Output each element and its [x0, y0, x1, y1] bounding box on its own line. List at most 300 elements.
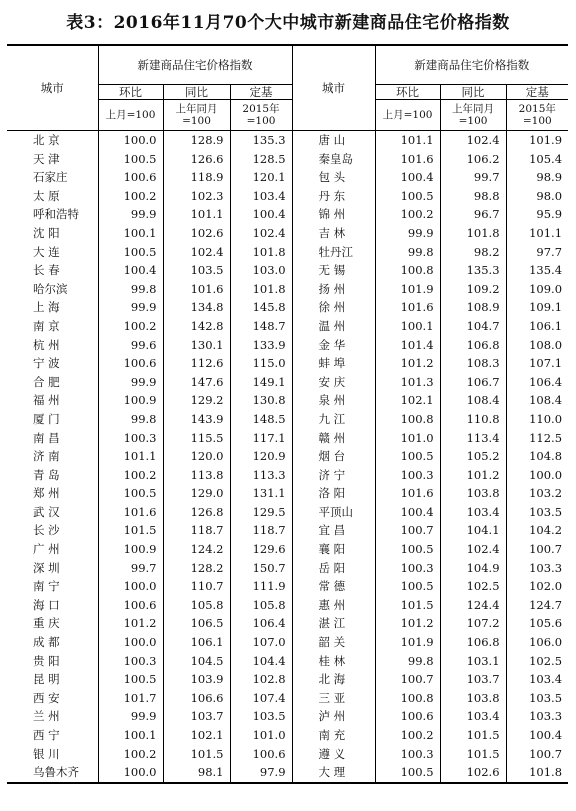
fixed-value: 131.1 [230, 484, 292, 503]
fixed-value: 106.4 [529, 374, 563, 389]
city-cell: 烟 台 [292, 447, 375, 466]
yoy-value: 135.3 [440, 261, 506, 280]
fixed-header-right: 定基 [506, 85, 568, 100]
fixed-value: 124.7 [529, 597, 563, 612]
city-cell: 成 都 [7, 633, 98, 652]
city-cell: 吉 林 [292, 224, 375, 243]
fixed-value: 95.9 [536, 207, 563, 222]
fixed-value: 117.1 [230, 429, 292, 448]
city-cell: 南 充 [292, 726, 375, 745]
fixed-value: 115.0 [230, 354, 292, 373]
table-row [7, 447, 568, 466]
city-cell: 平顶山 [292, 503, 375, 522]
yoy-base-left: 上年同月=100 [163, 100, 230, 131]
yoy-value: 103.5 [163, 261, 230, 280]
mom-value: 100.7 [375, 670, 440, 689]
yoy-value: 106.6 [163, 689, 230, 708]
city-cell: 牡丹江 [292, 243, 375, 262]
mom-value: 100.2 [98, 317, 163, 336]
table-body [7, 131, 568, 783]
city-cell: 呼和浩特 [7, 205, 98, 224]
table-row [7, 540, 568, 559]
yoy-value: 106.5 [163, 614, 230, 633]
mom-value: 100.6 [375, 707, 440, 726]
city-header-right: 城市 [292, 45, 375, 131]
fixed-value: 103.3 [529, 560, 563, 575]
yoy-value: 118.9 [163, 168, 230, 187]
city-cell: 韶 关 [292, 633, 375, 652]
yoy-value: 102.4 [440, 131, 506, 150]
mom-value: 100.7 [375, 521, 440, 540]
fixed-value: 102.5 [529, 653, 563, 668]
fixed-value: 118.7 [230, 521, 292, 540]
yoy-value: 124.2 [163, 540, 230, 559]
table-row [7, 521, 568, 540]
city-cell: 长 春 [7, 261, 98, 280]
city-cell: 海 口 [7, 596, 98, 615]
yoy-value: 115.5 [163, 429, 230, 448]
fixed-value: 113.3 [230, 466, 292, 485]
fixed-base-left: 2015年=100 [230, 100, 292, 131]
table-row [7, 261, 568, 280]
city-cell: 蚌 埠 [292, 354, 375, 373]
fixed-value: 106.0 [529, 635, 563, 650]
fixed-value: 120.1 [230, 168, 292, 187]
fixed-value: 100.7 [529, 746, 563, 761]
mom-value: 101.2 [98, 614, 163, 633]
city-cell: 丹 东 [292, 187, 375, 206]
city-cell: 大 理 [292, 763, 375, 783]
city-cell: 长 沙 [7, 521, 98, 540]
yoy-value: 120.0 [163, 447, 230, 466]
city-cell: 南 宁 [7, 577, 98, 596]
yoy-value: 112.6 [163, 354, 230, 373]
mom-value: 100.6 [98, 596, 163, 615]
city-cell: 三 亚 [292, 689, 375, 708]
mom-value: 100.8 [375, 261, 440, 280]
city-cell: 岳 阳 [292, 559, 375, 578]
fixed-value: 145.8 [230, 298, 292, 317]
city-cell: 天 津 [7, 150, 98, 169]
mom-value: 100.5 [375, 187, 440, 206]
fixed-value: 103.0 [230, 261, 292, 280]
table-row [7, 187, 568, 206]
mom-value: 101.9 [375, 633, 440, 652]
city-cell: 遵 义 [292, 745, 375, 764]
fixed-value: 104.4 [230, 652, 292, 671]
fixed-value: 101.8 [230, 243, 292, 262]
city-cell: 济 宁 [292, 466, 375, 485]
fixed-value: 101.0 [230, 726, 292, 745]
city-cell: 济 南 [7, 447, 98, 466]
city-cell: 武 汉 [7, 503, 98, 522]
mom-value: 101.6 [375, 150, 440, 169]
mom-value: 99.8 [98, 280, 163, 299]
mom-value: 99.8 [98, 410, 163, 429]
yoy-value: 98.8 [440, 187, 506, 206]
city-cell: 襄 阳 [292, 540, 375, 559]
yoy-value: 110.7 [163, 577, 230, 596]
fixed-value: 106.4 [230, 614, 292, 633]
city-cell: 秦皇岛 [292, 150, 375, 169]
city-cell: 温 州 [292, 317, 375, 336]
mom-value: 99.9 [98, 373, 163, 392]
fixed-value: 109.1 [529, 300, 563, 315]
table-row [7, 596, 568, 615]
mom-value: 99.8 [375, 652, 440, 671]
mom-value: 100.3 [375, 559, 440, 578]
city-cell: 石家庄 [7, 168, 98, 187]
yoy-value: 113.8 [163, 466, 230, 485]
city-cell: 福 州 [7, 391, 98, 410]
city-cell: 惠 州 [292, 596, 375, 615]
city-cell: 唐 山 [292, 131, 375, 150]
yoy-value: 104.7 [440, 317, 506, 336]
mom-value: 100.0 [98, 131, 163, 150]
fixed-value: 107.1 [529, 356, 563, 371]
city-cell: 桂 林 [292, 652, 375, 671]
mom-value: 100.5 [375, 447, 440, 466]
yoy-value: 128.2 [163, 559, 230, 578]
fixed-value: 109.0 [529, 281, 563, 296]
city-cell: 安 庆 [292, 373, 375, 392]
mom-header-left: 环比 [98, 85, 163, 100]
table-row [7, 707, 568, 726]
table-row [7, 726, 568, 745]
table-row [7, 689, 568, 708]
mom-value: 100.3 [375, 745, 440, 764]
city-cell: 徐 州 [292, 298, 375, 317]
city-cell: 兰 州 [7, 707, 98, 726]
mom-value: 100.3 [98, 429, 163, 448]
mom-value: 101.5 [98, 521, 163, 540]
fixed-value: 108.4 [529, 393, 563, 408]
table-row [7, 763, 568, 783]
yoy-value: 103.4 [440, 707, 506, 726]
mom-value: 100.5 [375, 763, 440, 783]
mom-value: 101.2 [375, 614, 440, 633]
mom-value: 101.4 [375, 336, 440, 355]
yoy-value: 103.8 [440, 484, 506, 503]
table-row [7, 168, 568, 187]
yoy-value: 126.6 [163, 150, 230, 169]
fixed-value: 104.8 [529, 449, 563, 464]
yoy-value: 105.8 [163, 596, 230, 615]
yoy-value: 103.7 [440, 670, 506, 689]
mom-value: 100.0 [98, 763, 163, 783]
table-row [7, 373, 568, 392]
yoy-value: 98.1 [163, 763, 230, 783]
fixed-value: 129.6 [230, 540, 292, 559]
fixed-value: 103.4 [230, 187, 292, 206]
yoy-value: 118.7 [163, 521, 230, 540]
fixed-value: 148.5 [230, 410, 292, 429]
city-cell: 泸 州 [292, 707, 375, 726]
fixed-value: 103.5 [529, 690, 563, 705]
fixed-value: 102.0 [529, 579, 563, 594]
yoy-value: 99.7 [440, 168, 506, 187]
yoy-value: 126.8 [163, 503, 230, 522]
mom-value: 101.1 [98, 447, 163, 466]
yoy-value: 102.3 [163, 187, 230, 206]
mom-value: 99.7 [98, 559, 163, 578]
table-row [7, 224, 568, 243]
yoy-value: 110.8 [440, 410, 506, 429]
yoy-value: 102.5 [440, 577, 506, 596]
city-cell: 广 州 [7, 540, 98, 559]
fixed-value: 148.7 [230, 317, 292, 336]
mom-value: 99.9 [375, 224, 440, 243]
yoy-base-right: 上年同月=100 [440, 100, 506, 131]
table-row [7, 633, 568, 652]
fixed-value: 105.4 [529, 151, 563, 166]
city-cell: 包 头 [292, 168, 375, 187]
yoy-value: 101.1 [163, 205, 230, 224]
group-header-left: 新建商品住宅价格指数 [98, 45, 292, 85]
mom-value: 101.5 [375, 596, 440, 615]
fixed-value: 102.8 [230, 670, 292, 689]
yoy-header-left: 同比 [163, 85, 230, 100]
yoy-value: 129.0 [163, 484, 230, 503]
fixed-value: 100.4 [529, 728, 563, 742]
yoy-value: 108.9 [440, 298, 506, 317]
city-cell: 哈尔滨 [7, 280, 98, 299]
mom-value: 100.9 [98, 540, 163, 559]
mom-value: 101.9 [375, 280, 440, 299]
city-cell: 南 京 [7, 317, 98, 336]
yoy-value: 103.1 [440, 652, 506, 671]
mom-value: 100.5 [98, 484, 163, 503]
fixed-value: 112.5 [529, 430, 563, 445]
fixed-value: 110.0 [529, 411, 563, 426]
city-cell: 大 连 [7, 243, 98, 262]
fixed-value: 100.0 [529, 467, 563, 482]
fixed-value: 111.9 [230, 577, 292, 596]
yoy-value: 108.3 [440, 354, 506, 373]
city-cell: 九 江 [292, 410, 375, 429]
fixed-value: 100.4 [230, 205, 292, 224]
yoy-value: 102.4 [163, 243, 230, 262]
yoy-value: 101.5 [440, 726, 506, 745]
yoy-value: 108.4 [440, 391, 506, 410]
city-cell: 洛 阳 [292, 484, 375, 503]
mom-value: 100.1 [98, 224, 163, 243]
mom-value: 99.6 [98, 336, 163, 355]
city-cell: 郑 州 [7, 484, 98, 503]
yoy-value: 102.6 [163, 224, 230, 243]
group-header-right: 新建商品住宅价格指数 [375, 45, 568, 85]
yoy-value: 104.5 [163, 652, 230, 671]
table-row [7, 429, 568, 448]
yoy-value: 113.4 [440, 429, 506, 448]
table-row [7, 410, 568, 429]
mom-value: 101.1 [375, 131, 440, 150]
yoy-value: 106.1 [163, 633, 230, 652]
table-row [7, 298, 568, 317]
city-cell: 南 昌 [7, 429, 98, 448]
yoy-value: 104.9 [440, 559, 506, 578]
mom-value: 100.0 [98, 577, 163, 596]
table-row [7, 503, 568, 522]
fixed-value: 106.1 [529, 318, 563, 333]
city-cell: 沈 阳 [7, 224, 98, 243]
table-row [7, 131, 568, 150]
fixed-base-right: 2015年=100 [506, 100, 568, 131]
fixed-value: 97.7 [536, 244, 563, 259]
city-cell: 银 川 [7, 745, 98, 764]
city-cell: 厦 门 [7, 410, 98, 429]
yoy-value: 101.5 [163, 745, 230, 764]
table-row [7, 205, 568, 224]
fixed-value: 107.4 [230, 689, 292, 708]
fixed-value: 133.9 [230, 336, 292, 355]
mom-value: 99.9 [98, 707, 163, 726]
table-row [7, 150, 568, 169]
table-row [7, 484, 568, 503]
mom-value: 100.2 [375, 726, 440, 745]
yoy-value: 106.8 [440, 633, 506, 652]
yoy-value: 106.2 [440, 150, 506, 169]
city-cell: 锦 州 [292, 205, 375, 224]
yoy-value: 98.2 [440, 243, 506, 262]
fixed-value: 103.5 [529, 504, 563, 519]
mom-value: 99.9 [98, 298, 163, 317]
city-cell: 西 安 [7, 689, 98, 708]
mom-value: 100.5 [375, 540, 440, 559]
city-cell: 上 海 [7, 298, 98, 317]
fixed-value: 107.0 [230, 633, 292, 652]
yoy-value: 96.7 [440, 205, 506, 224]
city-cell: 西 宁 [7, 726, 98, 745]
city-cell: 常 德 [292, 577, 375, 596]
mom-value: 100.5 [98, 243, 163, 262]
mom-value: 100.6 [98, 354, 163, 373]
mom-value: 101.6 [375, 298, 440, 317]
fixed-value: 103.3 [529, 709, 563, 724]
yoy-value: 102.4 [440, 540, 506, 559]
mom-value: 100.2 [98, 745, 163, 764]
mom-value: 99.9 [98, 205, 163, 224]
table-row [7, 670, 568, 689]
fixed-value: 108.0 [529, 337, 563, 352]
yoy-value: 105.2 [440, 447, 506, 466]
mom-value: 100.1 [375, 317, 440, 336]
fixed-value: 97.9 [230, 763, 292, 783]
mom-value: 101.6 [375, 484, 440, 503]
city-cell: 湛 江 [292, 614, 375, 633]
mom-value: 100.9 [98, 391, 163, 410]
fixed-value: 102.4 [230, 224, 292, 243]
yoy-value: 130.1 [163, 336, 230, 355]
fixed-value: 101.1 [529, 225, 563, 240]
table-row [7, 317, 568, 336]
yoy-value: 101.2 [440, 466, 506, 485]
city-cell: 泉 州 [292, 391, 375, 410]
fixed-value: 103.4 [529, 672, 563, 687]
city-cell: 昆 明 [7, 670, 98, 689]
mom-value: 102.1 [375, 391, 440, 410]
mom-value: 100.4 [375, 503, 440, 522]
mom-value: 100.5 [98, 670, 163, 689]
table-row [7, 577, 568, 596]
city-cell: 宁 波 [7, 354, 98, 373]
table-row [7, 280, 568, 299]
mom-header-right: 环比 [375, 85, 440, 100]
yoy-value: 142.8 [163, 317, 230, 336]
yoy-value: 102.6 [440, 763, 506, 783]
mom-value: 100.2 [98, 187, 163, 206]
table-row [7, 336, 568, 355]
mom-value: 100.8 [375, 410, 440, 429]
fixed-value: 128.5 [230, 150, 292, 169]
city-cell: 赣 州 [292, 429, 375, 448]
mom-value: 100.5 [98, 150, 163, 169]
fixed-value: 129.5 [230, 503, 292, 522]
yoy-value: 106.7 [440, 373, 506, 392]
mom-value: 101.2 [375, 354, 440, 373]
city-cell: 北 海 [292, 670, 375, 689]
city-cell: 青 岛 [7, 466, 98, 485]
table-row [7, 652, 568, 671]
city-header-left: 城市 [7, 45, 98, 131]
yoy-value: 106.8 [440, 336, 506, 355]
yoy-value: 109.2 [440, 280, 506, 299]
fixed-value: 98.9 [536, 170, 563, 185]
mom-value: 100.4 [375, 168, 440, 187]
yoy-value: 124.4 [440, 596, 506, 615]
city-cell: 重 庆 [7, 614, 98, 633]
mom-value: 101.6 [98, 503, 163, 522]
yoy-value: 101.8 [440, 224, 506, 243]
fixed-value: 101.8 [230, 280, 292, 299]
city-cell: 太 原 [7, 187, 98, 206]
yoy-header-right: 同比 [440, 85, 506, 100]
table-title: 表3：2016年11月70个大中城市新建商品住宅价格指数 [66, 13, 510, 33]
mom-value: 100.5 [375, 577, 440, 596]
mom-base-left: 上月=100 [98, 100, 163, 131]
city-cell: 杭 州 [7, 336, 98, 355]
mom-value: 100.4 [98, 261, 163, 280]
mom-value: 100.2 [375, 205, 440, 224]
fixed-value: 103.5 [230, 707, 292, 726]
fixed-value: 130.8 [230, 391, 292, 410]
city-cell: 乌鲁木齐 [7, 763, 98, 783]
yoy-value: 101.6 [163, 280, 230, 299]
mom-value: 101.0 [375, 429, 440, 448]
fixed-value: 100.7 [529, 542, 563, 557]
fixed-value: 135.4 [529, 263, 563, 278]
table-row [7, 559, 568, 578]
fixed-header-left: 定基 [230, 85, 292, 100]
fixed-value: 150.7 [230, 559, 292, 578]
fixed-value: 104.2 [529, 523, 563, 538]
city-cell: 扬 州 [292, 280, 375, 299]
table-row [7, 614, 568, 633]
fixed-value: 101.8 [506, 763, 568, 783]
city-cell: 合 肥 [7, 373, 98, 392]
table-row [7, 243, 568, 262]
city-cell: 贵 阳 [7, 652, 98, 671]
fixed-value: 103.2 [529, 486, 563, 501]
mom-value: 100.1 [98, 726, 163, 745]
yoy-value: 134.8 [163, 298, 230, 317]
price-index-table [7, 44, 568, 784]
city-cell: 宜 昌 [292, 521, 375, 540]
fixed-value: 105.8 [230, 596, 292, 615]
yoy-value: 102.1 [163, 726, 230, 745]
fixed-value: 101.9 [529, 133, 563, 147]
table-row [7, 354, 568, 373]
